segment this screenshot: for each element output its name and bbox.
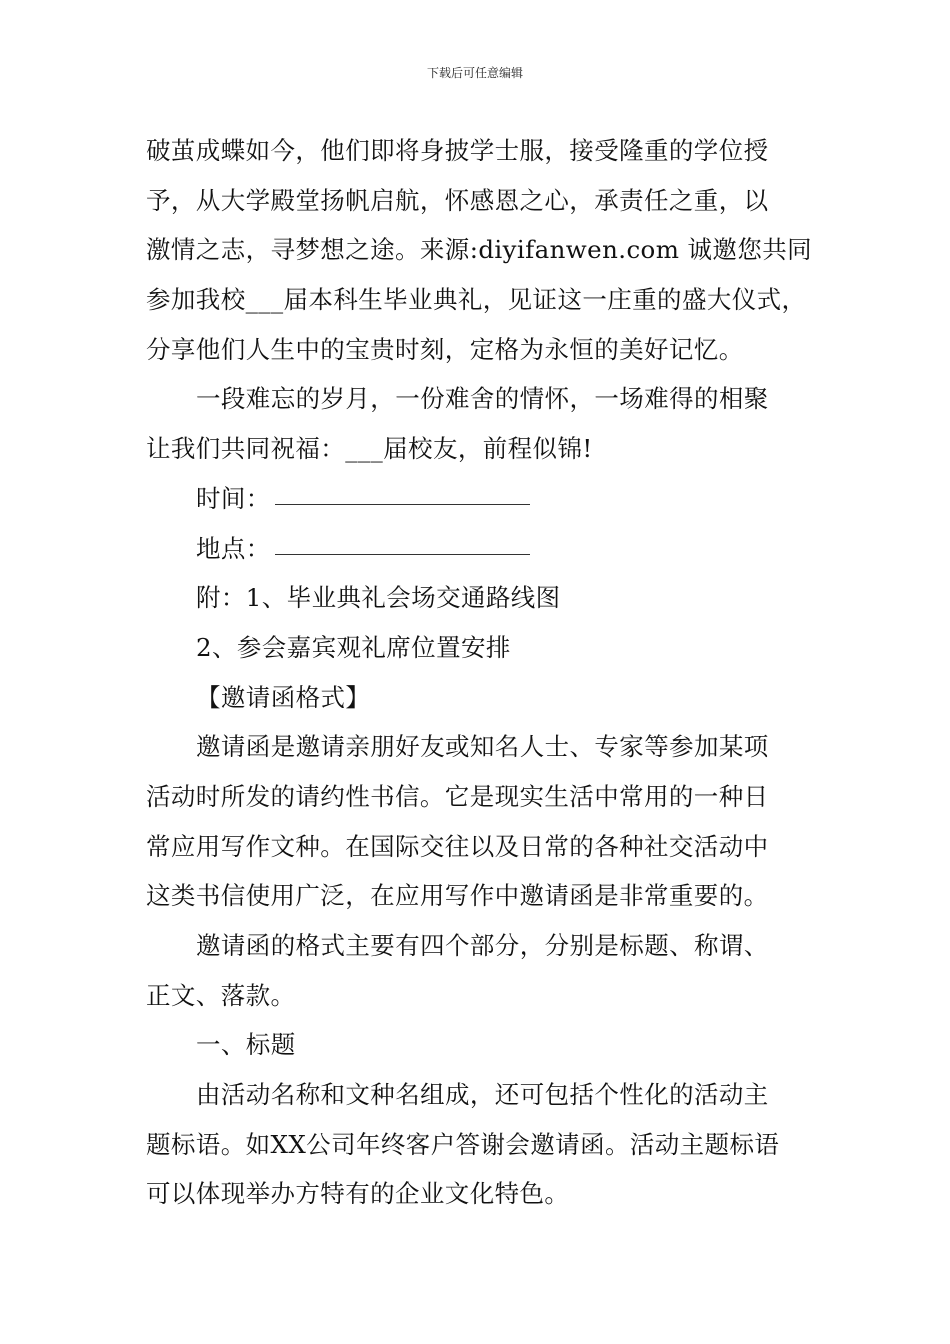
section-heading: 【邀请函格式】 — [196, 682, 371, 712]
text-line: 激情之志，寻梦想之途。来源:diyifanwen.com 诚邀您共同 — [146, 235, 813, 265]
text-line: 由活动名称和文种名组成，还可包括个性化的活动主 — [196, 1080, 769, 1110]
text-line: 活动时所发的请约性书信。它是现实生活中常用的一种日 — [146, 781, 769, 811]
text-line: 让我们共同祝福：___届校友，前程似锦! — [146, 434, 593, 464]
text-line: 破茧成蝶如今，他们即将身披学士服，接受隆重的学位授 — [146, 136, 769, 165]
text-line: 题标语。如XX公司年终客户答谢会邀请函。活动主题标语 — [146, 1129, 780, 1159]
subsection-heading: 一、标题 — [196, 1030, 296, 1060]
text-line: 邀请函的格式主要有四个部分，分别是标题、称谓、 — [196, 931, 769, 960]
text-line: 予，从大学殿堂扬帆启航，怀感恩之心，承责任之重，以 — [146, 185, 769, 215]
text-line: 附：1、毕业典礼会场交通路线图 — [196, 583, 561, 613]
text-line: 参加我校___届本科生毕业典礼，见证这一庄重的盛大仪式， — [146, 285, 807, 315]
text-line: 这类书信使用广泛，在应用写作中邀请函是非常重要的。 — [146, 881, 769, 911]
time-blank — [275, 476, 530, 505]
time-label: 时间： — [196, 483, 271, 513]
time-line — [146, 474, 818, 524]
text-line: 邀请函是邀请亲朋好友或知名人士、专家等参加某项 — [196, 732, 769, 762]
text-line: 一段难忘的岁月，一份难舍的情怀，一场难得的相聚 — [196, 384, 769, 414]
location-blank — [275, 526, 530, 555]
page-header: 下载后可任意编辑 — [426, 66, 523, 80]
document-body — [146, 126, 818, 1219]
location-line — [146, 524, 818, 574]
text-line: 常应用写作文种。在国际交往以及日常的各种社交活动中 — [146, 831, 769, 861]
location-label: 地点： — [196, 533, 271, 563]
text-line: 2、参会嘉宾观礼席位置安排 — [196, 632, 511, 662]
text-line: 可以体现举办方特有的企业文化特色。 — [146, 1179, 570, 1209]
text-line: 分享他们人生中的宝贵时刻，定格为永恒的美好记忆。 — [146, 334, 744, 364]
text-line: 正文、落款。 — [146, 980, 296, 1010]
